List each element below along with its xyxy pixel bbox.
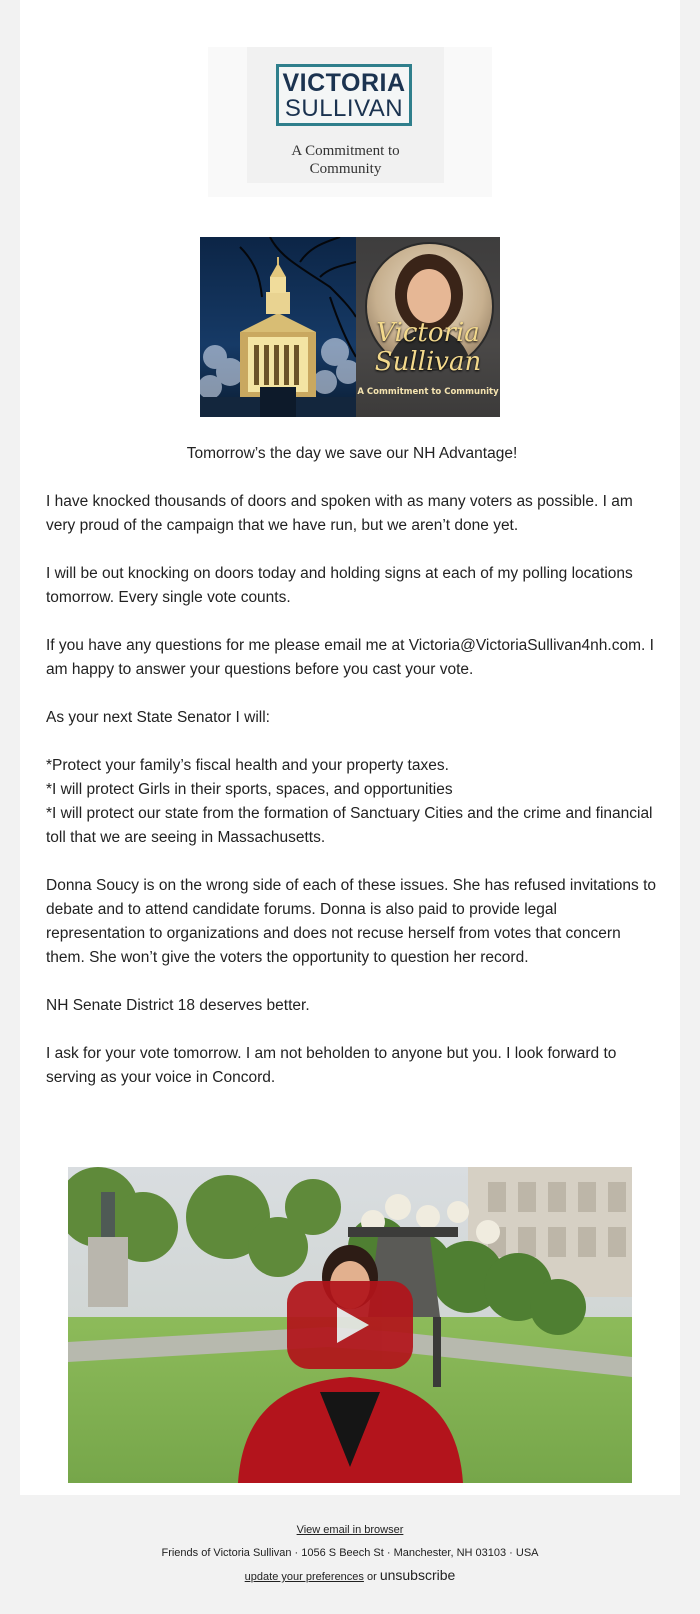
email-body — [46, 442, 658, 1114]
hero-name-line2: Sullivan — [374, 347, 482, 377]
logo-tagline — [247, 142, 444, 178]
play-icon — [287, 1281, 413, 1369]
paragraph-doors: I have knocked thousands of doors and spoken with as many voters as possible. I am very proud of the campaign that we have run, but we aren’t done yet. — [46, 493, 633, 534]
hero-tagline: A Commitment to Community — [357, 387, 499, 397]
campaign-logo — [208, 47, 492, 197]
logo-wordmark-box — [276, 64, 412, 126]
logo-tagline-line2: Community — [309, 161, 382, 177]
update-preferences-link[interactable]: update your preferences — [244, 1571, 364, 1583]
logo-panel — [247, 47, 444, 183]
headline: Tomorrow’s the day we save our NH Advantage! — [186, 445, 518, 462]
unsubscribe-link[interactable]: unsubscribe — [379, 1567, 456, 1583]
candidate-portrait-panel — [356, 237, 500, 417]
state-house-night-photo — [200, 237, 356, 417]
mailing-address: Friends of Victoria Sullivan · 1056 S Beech St · Manchester, NH 03103 · USA — [161, 1547, 539, 1559]
or-text: or — [363, 1571, 380, 1583]
pledge-list — [46, 754, 658, 850]
pledge-item: *I will protect our state from the formation of Sanctuary Cities and the crime and financial toll that we are seeing in Massachusetts. — [46, 805, 653, 846]
hero-candidate-name — [356, 319, 500, 377]
paragraph-knocking: I will be out knocking on doors today and holding signs at each of my polling locations tomorrow. Every single vote counts. — [46, 565, 633, 606]
paragraph-questions: If you have any questions for me please email me at Victoria@VictoriaSullivan4nh.com. I am happy to answer your questions before you cast your vote. — [46, 637, 654, 678]
logo-last-name: SULLIVAN — [284, 95, 404, 122]
play-button[interactable] — [287, 1281, 413, 1369]
pledge-item: *I will protect Girls in their sports, spaces, and opportunities — [46, 781, 453, 798]
hero-image — [200, 237, 500, 417]
logo-tagline-line1: A Commitment to — [291, 143, 400, 159]
hero-name-line1: Victoria — [376, 318, 480, 348]
email-footer — [0, 1520, 700, 1583]
paragraph-closing: I ask for your vote tomorrow. I am not beholden to anyone but you. I look forward to serving as your voice in Concord. — [46, 1045, 617, 1086]
logo-first-name: VICTORIA — [282, 69, 406, 97]
paragraph-district: NH Senate District 18 deserves better. — [46, 997, 310, 1014]
paragraph-senator-intro: As your next State Senator I will: — [46, 709, 270, 726]
pledge-item: *Protect your family’s fiscal health and your property taxes. — [46, 757, 449, 774]
preferences-row — [0, 1567, 700, 1583]
video-thumbnail[interactable] — [68, 1167, 632, 1483]
view-in-browser-link[interactable]: View email in browser — [296, 1524, 404, 1536]
paragraph-opponent: Donna Soucy is on the wrong side of each of these issues. She has refused invitations to debate and to attend candidate forums. Donna is also paid to provide legal representation to organizations and does not recuse herself from votes that concern them. She won’t give the voters the opportunity to question her record. — [46, 877, 657, 966]
